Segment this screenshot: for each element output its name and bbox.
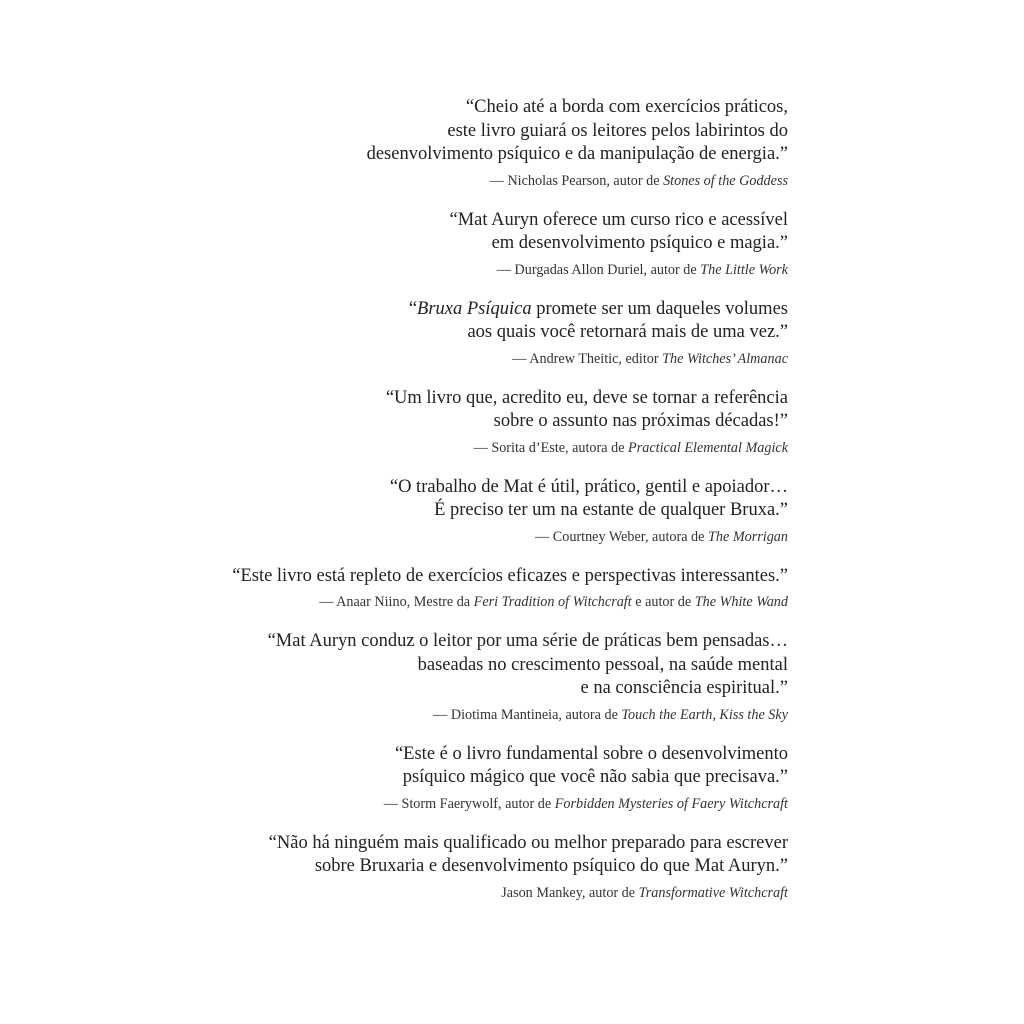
quote-line: baseadas no crescimento pessoal, na saúde mental: [417, 654, 788, 675]
attribution-work: The Witches’ Almanac: [662, 350, 788, 367]
book-title: Bruxa Psíquica: [417, 298, 532, 319]
quote-line: sobre o assunto nas próximas décadas!”: [493, 411, 788, 431]
quote-line: e na consciência espiritual.”: [580, 678, 788, 698]
attribution-work: Transformative Witchcraft: [638, 884, 788, 901]
blurb-andrew-theitic: [228, 298, 788, 368]
blurb-nicholas-pearson: [228, 96, 788, 190]
attribution-author: Jason Mankey, autor de: [501, 884, 639, 901]
quote-line: É preciso ter um na estante de qualquer Bruxa.”: [434, 500, 788, 520]
blurb-sorita-deste: [228, 387, 788, 457]
attribution-author: — Storm Faerywolf, autor de: [383, 795, 555, 812]
attribution-author: — Diotima Mantineia, autora de: [433, 706, 622, 723]
praise-quotes: [228, 96, 788, 921]
attribution: [228, 350, 788, 368]
attribution-author: — Andrew Theitic, editor: [512, 350, 663, 367]
quote-text: promete ser um daqueles volumes: [531, 298, 788, 319]
attribution: [228, 528, 788, 546]
attribution-author: — Nicholas Pearson, autor de: [489, 172, 664, 189]
attribution: [228, 172, 788, 190]
quote-line: “Este é o livro fundamental sobre o desenvolvimento: [394, 743, 788, 764]
blurb-jason-mankey: [228, 832, 788, 902]
attribution-work: The Morrigan: [707, 528, 788, 545]
attribution: [228, 439, 788, 457]
attribution-connector: e autor de: [631, 594, 695, 610]
quote-line: “Cheio até a borda com exercícios práticos,: [465, 97, 788, 117]
attribution: [228, 593, 788, 611]
attribution-work: The Little Work: [700, 261, 788, 278]
quote-line: este livro guiará os leitores pelos labirintos do: [447, 120, 788, 141]
quote-line: “O trabalho de Mat é útil, prático, gentil e apoiador…: [389, 476, 788, 497]
quote-line: “Este livro está repleto de exercícios eficazes e perspectivas interessantes.”: [232, 565, 788, 586]
quote-line: “Não há ninguém mais qualificado ou melhor preparado para escrever: [268, 832, 788, 853]
quote-line: psíquico mágico que você não sabia que precisava.”: [402, 767, 788, 787]
blurb-anaar-niino: [228, 565, 788, 612]
quote-open-mark: “: [408, 298, 418, 319]
blurb-courtney-weber: [228, 476, 788, 546]
attribution-work: Touch the Earth, Kiss the Sky: [621, 706, 788, 723]
attribution-author: — Courtney Weber, autora de: [535, 528, 708, 545]
attribution: [228, 884, 788, 902]
quote-line: desenvolvimento psíquico e da manipulação de energia.”: [366, 144, 788, 164]
quote-line: aos quais você retornará mais de uma vez.”: [467, 322, 788, 342]
attribution-work: Stones of the Goddess: [663, 172, 788, 189]
quote-line: “Um livro que, acredito eu, deve se tornar a referência: [385, 387, 788, 408]
blurb-storm-faerywolf: [228, 743, 788, 813]
quote-line: “Mat Auryn oferece um curso rico e acessível: [449, 209, 788, 230]
attribution-work: Feri Tradition of Witchcraft: [473, 594, 632, 610]
quote-line: “Mat Auryn conduz o leitor por uma série de práticas bem pensadas…: [267, 631, 788, 651]
attribution-author: — Sorita d’Este, autora de: [473, 439, 629, 456]
quote-line: em desenvolvimento psíquico e magia.”: [491, 233, 788, 253]
attribution-work: Forbidden Mysteries of Faery Witchcraft: [554, 795, 788, 812]
attribution-work: The White Wand: [694, 594, 788, 610]
attribution: [228, 795, 788, 813]
quote-line: [228, 298, 788, 322]
blurb-diotima-mantineia: [228, 630, 788, 724]
attribution-author: — Durgadas Allon Duriel, autor de: [496, 261, 701, 278]
attribution: [228, 261, 788, 279]
attribution-author: — Anaar Niino, Mestre da: [319, 594, 474, 610]
attribution: [228, 706, 788, 724]
quote-line: sobre Bruxaria e desenvolvimento psíquico do que Mat Auryn.”: [314, 856, 788, 876]
attribution-work: Practical Elemental Magick: [628, 439, 788, 456]
blurb-durgadas-allon-duriel: [228, 209, 788, 279]
